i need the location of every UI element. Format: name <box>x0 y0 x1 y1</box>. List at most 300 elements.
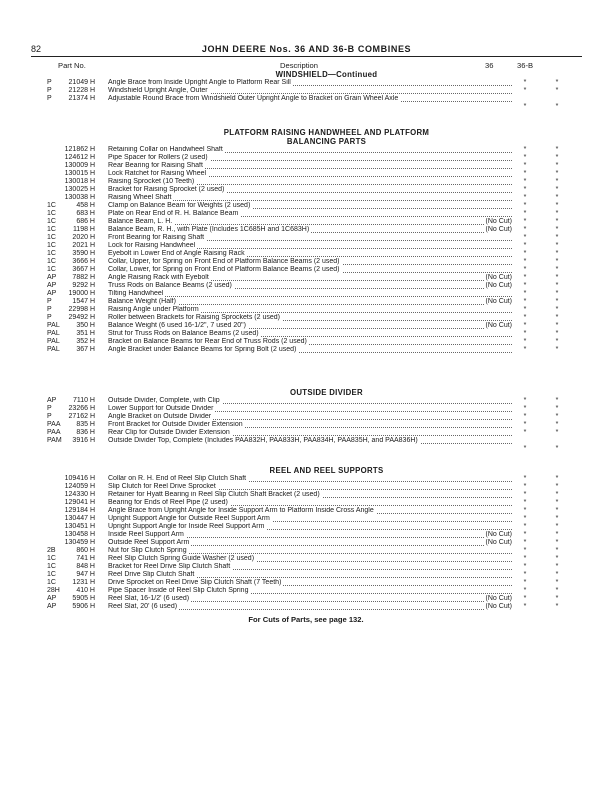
part-row <box>31 405 582 413</box>
part-number: 129184 H <box>64 507 95 514</box>
description-text: Roller between Brackets for Raising Sprockets (2 used) <box>108 314 280 321</box>
model-36b-mark: * <box>555 258 559 265</box>
model-36-mark: * <box>523 274 527 281</box>
col-header-36: 36 <box>485 61 494 70</box>
description-text: Reel Slip Clutch Spring Guide Washer (2 used) <box>108 555 255 562</box>
part-row <box>31 314 582 322</box>
model-36-mark: * <box>523 258 527 265</box>
section-title: OUTSIDE DIVIDER <box>290 388 363 397</box>
part-row <box>31 170 582 178</box>
part-row <box>31 202 582 210</box>
model-36b-mark: * <box>555 531 559 538</box>
description-text: Front Bearing for Raising Shaft <box>108 234 205 241</box>
model-36b-mark: * <box>555 587 559 594</box>
description-text: Raising Sprocket (10 Teeth) <box>108 178 195 185</box>
part-description <box>108 429 512 437</box>
part-number: 352 H <box>76 338 95 345</box>
part-number: 130458 H <box>64 531 95 538</box>
model-36-mark: * <box>523 314 527 321</box>
description-text: Tilting Handwheel <box>108 290 164 297</box>
part-number: 835 H <box>76 421 95 428</box>
model-36b-mark: * <box>555 507 559 514</box>
part-number: 121862 H <box>64 146 95 153</box>
part-description <box>108 579 512 587</box>
part-description <box>108 322 512 330</box>
part-prefix: 1C <box>47 250 56 257</box>
part-number: 130025 H <box>64 186 95 193</box>
part-row <box>31 397 582 405</box>
part-number: 2020 H <box>72 234 95 241</box>
model-36b-mark: * <box>555 523 559 530</box>
part-row <box>31 571 582 579</box>
model-36b-mark: * <box>555 186 559 193</box>
description-text: Upright Support Angle for Outside Reel Support Arm <box>108 515 270 522</box>
part-row <box>31 491 582 499</box>
part-number: 130018 H <box>64 178 95 185</box>
model-36b-mark: * <box>555 146 559 153</box>
part-description <box>108 146 512 154</box>
part-row <box>31 154 582 162</box>
model-36b-mark: * <box>555 603 559 610</box>
part-prefix: PAL <box>47 346 60 353</box>
description-text: Pipe Spacer for Rollers (2 used) <box>108 154 208 161</box>
model-36b-mark: * <box>555 397 559 404</box>
part-row <box>31 563 582 571</box>
description-text: Angle Brace from Upright Angle for Inside Support Arm to Platform Inside Cross Angle <box>108 507 374 514</box>
model-36b-mark: * <box>555 346 559 353</box>
description-text: Collar, Lower, for Spring on Front End of Platform Balance Beams (2 used) <box>108 266 340 273</box>
description-text: Lock Ratchet for Raising Wheel <box>108 170 207 177</box>
part-number: 686 H <box>76 218 95 225</box>
model-36-mark: * <box>523 234 527 241</box>
part-number: 130009 H <box>64 162 95 169</box>
part-prefix: P <box>47 298 52 305</box>
part-description <box>108 595 512 603</box>
parts-section <box>31 466 582 611</box>
part-number: 683 H <box>76 210 95 217</box>
leader-dots <box>108 296 512 297</box>
description-text: Lock for Raising Handwheel <box>108 242 196 249</box>
part-number: 21374 H <box>68 95 95 102</box>
part-description <box>108 571 512 579</box>
part-description <box>108 491 512 499</box>
model-36b-mark: * <box>555 338 559 345</box>
part-number: 22998 H <box>68 306 95 313</box>
part-row <box>31 298 582 306</box>
model-36-mark: * <box>523 421 527 428</box>
part-number: 836 H <box>76 429 95 436</box>
part-number: 1231 H <box>72 579 95 586</box>
part-prefix: 1C <box>47 218 56 225</box>
part-number: 947 H <box>76 571 95 578</box>
part-description <box>108 507 512 515</box>
part-row <box>31 413 582 421</box>
section-title: REEL AND REEL SUPPORTS <box>269 466 384 475</box>
description-text: Slip Clutch for Reel Drive Sprocket <box>108 483 216 490</box>
section-title-line2: BALANCING PARTS <box>286 137 367 146</box>
model-36b-mark: * <box>555 170 559 177</box>
page-number: 82 <box>31 44 42 54</box>
part-number: 124612 H <box>64 154 95 161</box>
description-text: Upright Support Angle for Inside Reel Support Arm <box>108 523 265 530</box>
part-prefix: PAL <box>47 338 60 345</box>
part-prefix: 1C <box>47 234 56 241</box>
model-36-mark: * <box>523 338 527 345</box>
part-prefix: PAM <box>47 437 62 444</box>
model-36-mark: * <box>523 210 527 217</box>
part-number: 23266 H <box>68 405 95 412</box>
part-description <box>108 475 512 483</box>
part-row <box>31 79 582 87</box>
model-36b-mark: * <box>555 515 559 522</box>
part-description <box>108 266 512 274</box>
model-36b-mark: * <box>555 595 559 602</box>
part-number: 3916 H <box>72 437 95 444</box>
model-36b-mark: * <box>555 226 559 233</box>
part-number: 410 H <box>76 587 95 594</box>
model-36-mark: * <box>523 79 527 86</box>
part-description <box>108 162 512 170</box>
model-36-mark: * <box>523 531 527 538</box>
part-prefix: AP <box>47 290 57 297</box>
model-36-mark: * <box>523 579 527 586</box>
part-description <box>108 539 512 547</box>
part-row <box>31 87 582 95</box>
model-36b-mark: * <box>555 250 559 257</box>
no-cut-note: (No Cut) <box>485 539 512 546</box>
part-prefix: P <box>47 87 52 94</box>
part-description <box>108 186 512 194</box>
model-36b-mark: * <box>555 330 559 337</box>
model-36-mark: * <box>523 242 527 249</box>
part-number: 130038 H <box>64 194 95 201</box>
part-number: 848 H <box>76 563 95 570</box>
model-36-mark: * <box>523 445 527 452</box>
part-prefix: 1C <box>47 226 56 233</box>
part-row <box>31 306 582 314</box>
model-36b-mark: * <box>555 429 559 436</box>
description-text: Balance Beam, L. H. <box>108 218 173 225</box>
part-row <box>31 250 582 258</box>
model-36-mark: * <box>523 346 527 353</box>
model-36-mark: * <box>523 178 527 185</box>
part-row <box>31 531 582 539</box>
part-description <box>108 154 512 162</box>
model-36b-mark: * <box>555 103 559 110</box>
description-text: Truss Rods on Balance Beams (2 used) <box>108 282 232 289</box>
part-prefix: 1C <box>47 202 56 209</box>
model-36b-mark: * <box>555 218 559 225</box>
part-prefix: P <box>47 95 52 102</box>
part-row <box>31 330 582 338</box>
part-row <box>31 587 582 595</box>
part-number: 3667 H <box>72 266 95 273</box>
part-row <box>31 547 582 555</box>
page-title: JOHN DEERE Nos. 36 AND 36-B COMBINES <box>201 44 412 54</box>
part-description <box>108 413 512 421</box>
part-prefix: P <box>47 79 52 86</box>
part-prefix: AP <box>47 595 57 602</box>
footer-note: For Cuts of Parts, see page 132. <box>248 615 364 624</box>
description-text: Collar, Upper, for Spring on Front End of Platform Balance Beams (2 used) <box>108 258 340 265</box>
description-text: Bracket on Balance Beams for Rear End of Truss Rods (2 used) <box>108 338 307 345</box>
part-row <box>31 499 582 507</box>
part-description <box>108 226 512 234</box>
part-description <box>108 234 512 242</box>
part-number: 19000 H <box>68 290 95 297</box>
model-36-mark: * <box>523 330 527 337</box>
part-description <box>108 242 512 250</box>
description-text: Retaining Collar on Handwheel Shaft <box>108 146 223 153</box>
no-cut-note: (No Cut) <box>485 218 512 225</box>
part-description <box>108 555 512 563</box>
description-text: Eyebolt in Lower End of Angle Raising Rack <box>108 250 245 257</box>
part-row <box>31 507 582 515</box>
no-cut-note: (No Cut) <box>485 595 512 602</box>
part-description <box>108 282 512 290</box>
part-number: 2021 H <box>72 242 95 249</box>
no-cut-note: (No Cut) <box>485 531 512 538</box>
model-36b-mark: * <box>555 266 559 273</box>
part-number: 130015 H <box>64 170 95 177</box>
model-36-mark: * <box>523 103 527 110</box>
model-36b-mark: * <box>555 242 559 249</box>
part-row <box>31 266 582 274</box>
no-cut-note: (No Cut) <box>485 274 512 281</box>
model-36-mark: * <box>523 250 527 257</box>
part-number: 130447 H <box>64 515 95 522</box>
model-36-mark: * <box>523 282 527 289</box>
part-description <box>108 178 512 186</box>
part-description <box>108 563 512 571</box>
description-text: Rear Bearing for Raising Shaft <box>108 162 203 169</box>
no-cut-note: (No Cut) <box>485 603 512 610</box>
model-36b-mark: * <box>555 539 559 546</box>
model-36b-mark: * <box>555 210 559 217</box>
part-prefix: 1C <box>47 571 56 578</box>
part-row <box>31 234 582 242</box>
description-text: Raising Wheel Shaft <box>108 194 172 201</box>
part-prefix: 1C <box>47 266 56 273</box>
description-text: Reel Slat, 16-1/2' (6 used) <box>108 595 190 602</box>
part-prefix: P <box>47 405 52 412</box>
description-text: Angle Bracket on Outside Divider <box>108 413 212 420</box>
model-36b-mark: * <box>555 445 559 452</box>
part-prefix: PAL <box>47 330 60 337</box>
section-title: PLATFORM RAISING HANDWHEEL AND PLATFORM <box>223 128 430 137</box>
part-row <box>31 595 582 603</box>
model-36-mark: * <box>523 491 527 498</box>
model-36b-mark: * <box>555 314 559 321</box>
model-36b-mark: * <box>555 234 559 241</box>
description-text: Inside Reel Support Arm <box>108 531 184 538</box>
parts-section <box>31 388 582 453</box>
part-row <box>31 322 582 330</box>
part-description <box>108 499 512 507</box>
model-36-mark: * <box>523 595 527 602</box>
model-36b-mark: * <box>555 202 559 209</box>
model-36-mark: * <box>523 226 527 233</box>
part-description <box>108 218 512 226</box>
header-rule <box>31 56 582 57</box>
model-36-mark: * <box>523 571 527 578</box>
part-prefix: AP <box>47 603 57 610</box>
description-text: Balance Weight (Half) <box>108 298 176 305</box>
model-36-mark: * <box>523 146 527 153</box>
part-description <box>108 397 512 405</box>
part-number: 9292 H <box>72 282 95 289</box>
section-title: WINDSHIELD—Continued <box>275 70 378 79</box>
part-description <box>108 194 512 202</box>
part-row <box>31 178 582 186</box>
part-row <box>31 274 582 282</box>
part-number: 129041 H <box>64 499 95 506</box>
model-36-mark: * <box>523 202 527 209</box>
part-row <box>31 346 582 354</box>
description-text: Bracket for Reel Drive Slip Clutch Shaft <box>108 563 231 570</box>
model-36-mark: * <box>523 186 527 193</box>
model-36-mark: * <box>523 587 527 594</box>
description-text: Angle Raising Rack with Eyebolt <box>108 274 209 281</box>
description-text: Pipe Spacer Inside of Reel Slip Clutch Spring <box>108 587 249 594</box>
model-36-mark: * <box>523 547 527 554</box>
part-number: 29492 H <box>68 314 95 321</box>
part-prefix: 1C <box>47 555 56 562</box>
part-description <box>108 483 512 491</box>
part-prefix: 1C <box>47 563 56 570</box>
model-36b-mark: * <box>555 178 559 185</box>
parts-section <box>31 128 582 354</box>
part-description <box>108 298 512 306</box>
description-text: Bracket for Raising Sprocket (2 used) <box>108 186 225 193</box>
model-36-mark: * <box>523 290 527 297</box>
part-number: 130451 H <box>64 523 95 530</box>
description-text: Raising Angle under Platform <box>108 306 199 313</box>
no-cut-note: (No Cut) <box>485 298 512 305</box>
model-36b-mark: * <box>555 547 559 554</box>
part-prefix: P <box>47 413 52 420</box>
part-description <box>108 587 512 595</box>
model-36-mark: * <box>523 483 527 490</box>
part-prefix: PAA <box>47 429 61 436</box>
part-number: 3590 H <box>72 250 95 257</box>
part-description <box>108 523 512 531</box>
part-prefix: P <box>47 314 52 321</box>
model-36b-mark: * <box>555 79 559 86</box>
part-prefix: 2B <box>47 547 56 554</box>
description-text: Front Bracket for Outside Divider Extension <box>108 421 243 428</box>
part-number: 5906 H <box>72 603 95 610</box>
part-prefix: 1C <box>47 579 56 586</box>
description-text: Drive Sprocket on Reel Drive Slip Clutch Shaft (7 Teeth) <box>108 579 282 586</box>
parts-section <box>31 70 582 111</box>
model-36b-mark: * <box>555 322 559 329</box>
col-header-part-no: Part No. <box>58 61 86 70</box>
part-description <box>108 603 512 611</box>
part-description <box>108 306 512 314</box>
model-36b-mark: * <box>555 475 559 482</box>
part-description <box>108 338 512 346</box>
part-number: 1547 H <box>72 298 95 305</box>
part-number: 5905 H <box>72 595 95 602</box>
description-text: Adjustable Round Brace from Windshield Outer Upright Angle to Bracket on Grain Wheel Axle <box>108 95 399 102</box>
part-row <box>31 579 582 587</box>
part-number: 458 H <box>76 202 95 209</box>
part-row <box>31 162 582 170</box>
description-text: Nut for Slip Clutch Spring <box>108 547 187 554</box>
part-number: 27162 H <box>68 413 95 420</box>
model-36-mark: * <box>523 87 527 94</box>
part-prefix: 1C <box>47 242 56 249</box>
model-36b-mark: * <box>555 282 559 289</box>
part-number: 21049 H <box>68 79 95 86</box>
col-header-36b: 36-B <box>517 61 534 70</box>
part-prefix: AP <box>47 274 57 281</box>
description-text: Outside Divider Top, Complete (Includes PAA832H, PAA833H, PAA834H, PAA835H, and PAA836H) <box>108 437 418 444</box>
part-row <box>31 282 582 290</box>
description-text: Retainer for Hyatt Bearing in Reel Slip Clutch Shaft Bracket (2 used) <box>108 491 320 498</box>
part-description <box>108 258 512 266</box>
part-description <box>108 95 512 103</box>
part-description <box>108 274 512 282</box>
model-36-mark: * <box>523 397 527 404</box>
no-cut-note: (No Cut) <box>485 282 512 289</box>
description-text: Windshield Upright Angle, Outer <box>108 87 208 94</box>
part-number: 124059 H <box>64 483 95 490</box>
part-row <box>31 146 582 154</box>
part-description <box>108 346 512 354</box>
model-36b-mark: * <box>555 579 559 586</box>
part-row <box>31 226 582 234</box>
part-row <box>31 515 582 523</box>
description-text: Collar on R. H. End of Reel Slip Clutch Shaft <box>108 475 247 482</box>
description-text: Angle Bracket under Balance Beams for Spring Bolt (2 used) <box>108 346 297 353</box>
part-description <box>108 547 512 555</box>
part-number: 741 H <box>76 555 95 562</box>
part-description <box>108 250 512 258</box>
model-36-mark: * <box>523 507 527 514</box>
description-text: Balance Beam, R. H., with Plate (Includes 1C685H and 1C683H) <box>108 226 310 233</box>
part-row <box>31 258 582 266</box>
model-36-mark: * <box>523 499 527 506</box>
model-36b-mark: * <box>555 571 559 578</box>
part-row <box>31 210 582 218</box>
model-36b-mark: * <box>555 491 559 498</box>
part-description <box>108 210 512 218</box>
model-36b-mark: * <box>555 499 559 506</box>
model-36b-mark: * <box>555 555 559 562</box>
part-row <box>31 603 582 611</box>
model-36b-mark: * <box>555 421 559 428</box>
model-36-mark: * <box>523 555 527 562</box>
description-text: Reel Slat, 20' (6 used) <box>108 603 178 610</box>
description-text: Outside Divider, Complete, with Clip <box>108 397 220 404</box>
model-36-mark: * <box>523 563 527 570</box>
part-prefix: AP <box>47 397 57 404</box>
description-text: Outside Reel Support Arm <box>108 539 190 546</box>
part-row <box>31 194 582 202</box>
part-prefix: PAA <box>47 421 61 428</box>
part-description <box>108 290 512 298</box>
part-number: 367 H <box>76 346 95 353</box>
part-number: 7110 H <box>72 397 95 404</box>
description-text: Reel Drive Slip Clutch Shaft <box>108 571 195 578</box>
model-36-mark: * <box>523 218 527 225</box>
model-36-mark: * <box>523 523 527 530</box>
part-number: 1198 H <box>72 226 95 233</box>
model-36-mark: * <box>523 515 527 522</box>
description-text: Bearing for Ends of Reel Pipe (2 used) <box>108 499 228 506</box>
